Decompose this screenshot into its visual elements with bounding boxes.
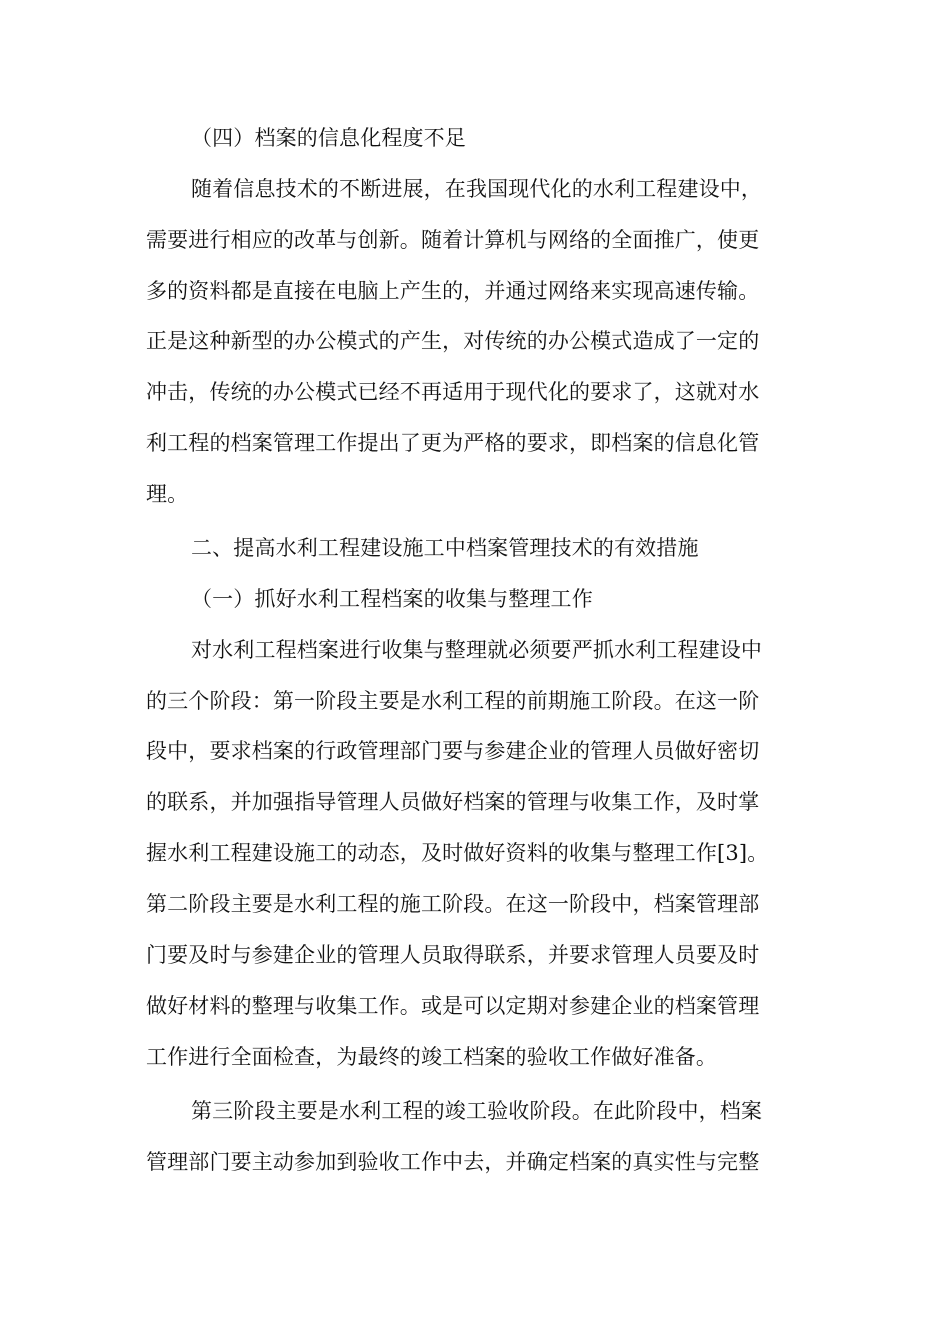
paragraph-line: 门要及时与参建企业的管理人员取得联系，并要求管理人员要及时 (146, 943, 760, 967)
paragraph-line: 管理部门要主动参加到验收工作中去，并确定档案的真实性与完整 (146, 1150, 760, 1174)
paragraph-line: 随着信息技术的不断进展，在我国现代化的水利工程建设中， (191, 177, 763, 201)
paragraph-line: 的联系，并加强指导管理人员做好档案的管理与收集工作，及时掌 (146, 790, 760, 814)
paragraph-line: 正是这种新型的办公模式的产生，对传统的办公模式造成了一定的 (146, 329, 760, 353)
subheading-four: （四）档案的信息化程度不足 (191, 126, 466, 150)
paragraph-line: 对水利工程档案进行收集与整理就必须要严抓水利工程建设中 (191, 638, 763, 662)
paragraph-line: 多的资料都是直接在电脑上产生的，并通过网络来实现高速传输。 (146, 279, 760, 303)
paragraph-line: 的三个阶段：第一阶段主要是水利工程的前期施工阶段。在这一阶 (146, 689, 760, 713)
paragraph-line: 第二阶段主要是水利工程的施工阶段。在这一阶段中，档案管理部 (146, 892, 760, 916)
paragraph-line: 冲击，传统的办公模式已经不再适用于现代化的要求了，这就对水 (146, 380, 760, 404)
paragraph-line: 理。 (146, 482, 189, 506)
subheading-one: （一）抓好水利工程档案的收集与整理工作 (191, 587, 593, 611)
paragraph-line: 握水利工程建设施工的动态，及时做好资料的收集与整理工作[3]。 (146, 841, 769, 865)
paragraph-line: 利工程的档案管理工作提出了更为严格的要求，即档案的信息化管 (146, 431, 760, 455)
paragraph-line: 段中，要求档案的行政管理部门要与参建企业的管理人员做好密切 (146, 739, 760, 763)
paragraph-line: 做好材料的整理与收集工作。或是可以定期对参建企业的档案管理 (146, 994, 760, 1018)
paragraph-line: 工作进行全面检查，为最终的竣工档案的验收工作做好准备。 (146, 1045, 718, 1069)
section-heading-two: 二、提高水利工程建设施工中档案管理技术的有效措施 (191, 536, 699, 560)
paragraph-line: 需要进行相应的改革与创新。随着计算机与网络的全面推广，使更 (146, 228, 760, 252)
paragraph-line: 第三阶段主要是水利工程的竣工验收阶段。在此阶段中，档案 (191, 1099, 763, 1123)
